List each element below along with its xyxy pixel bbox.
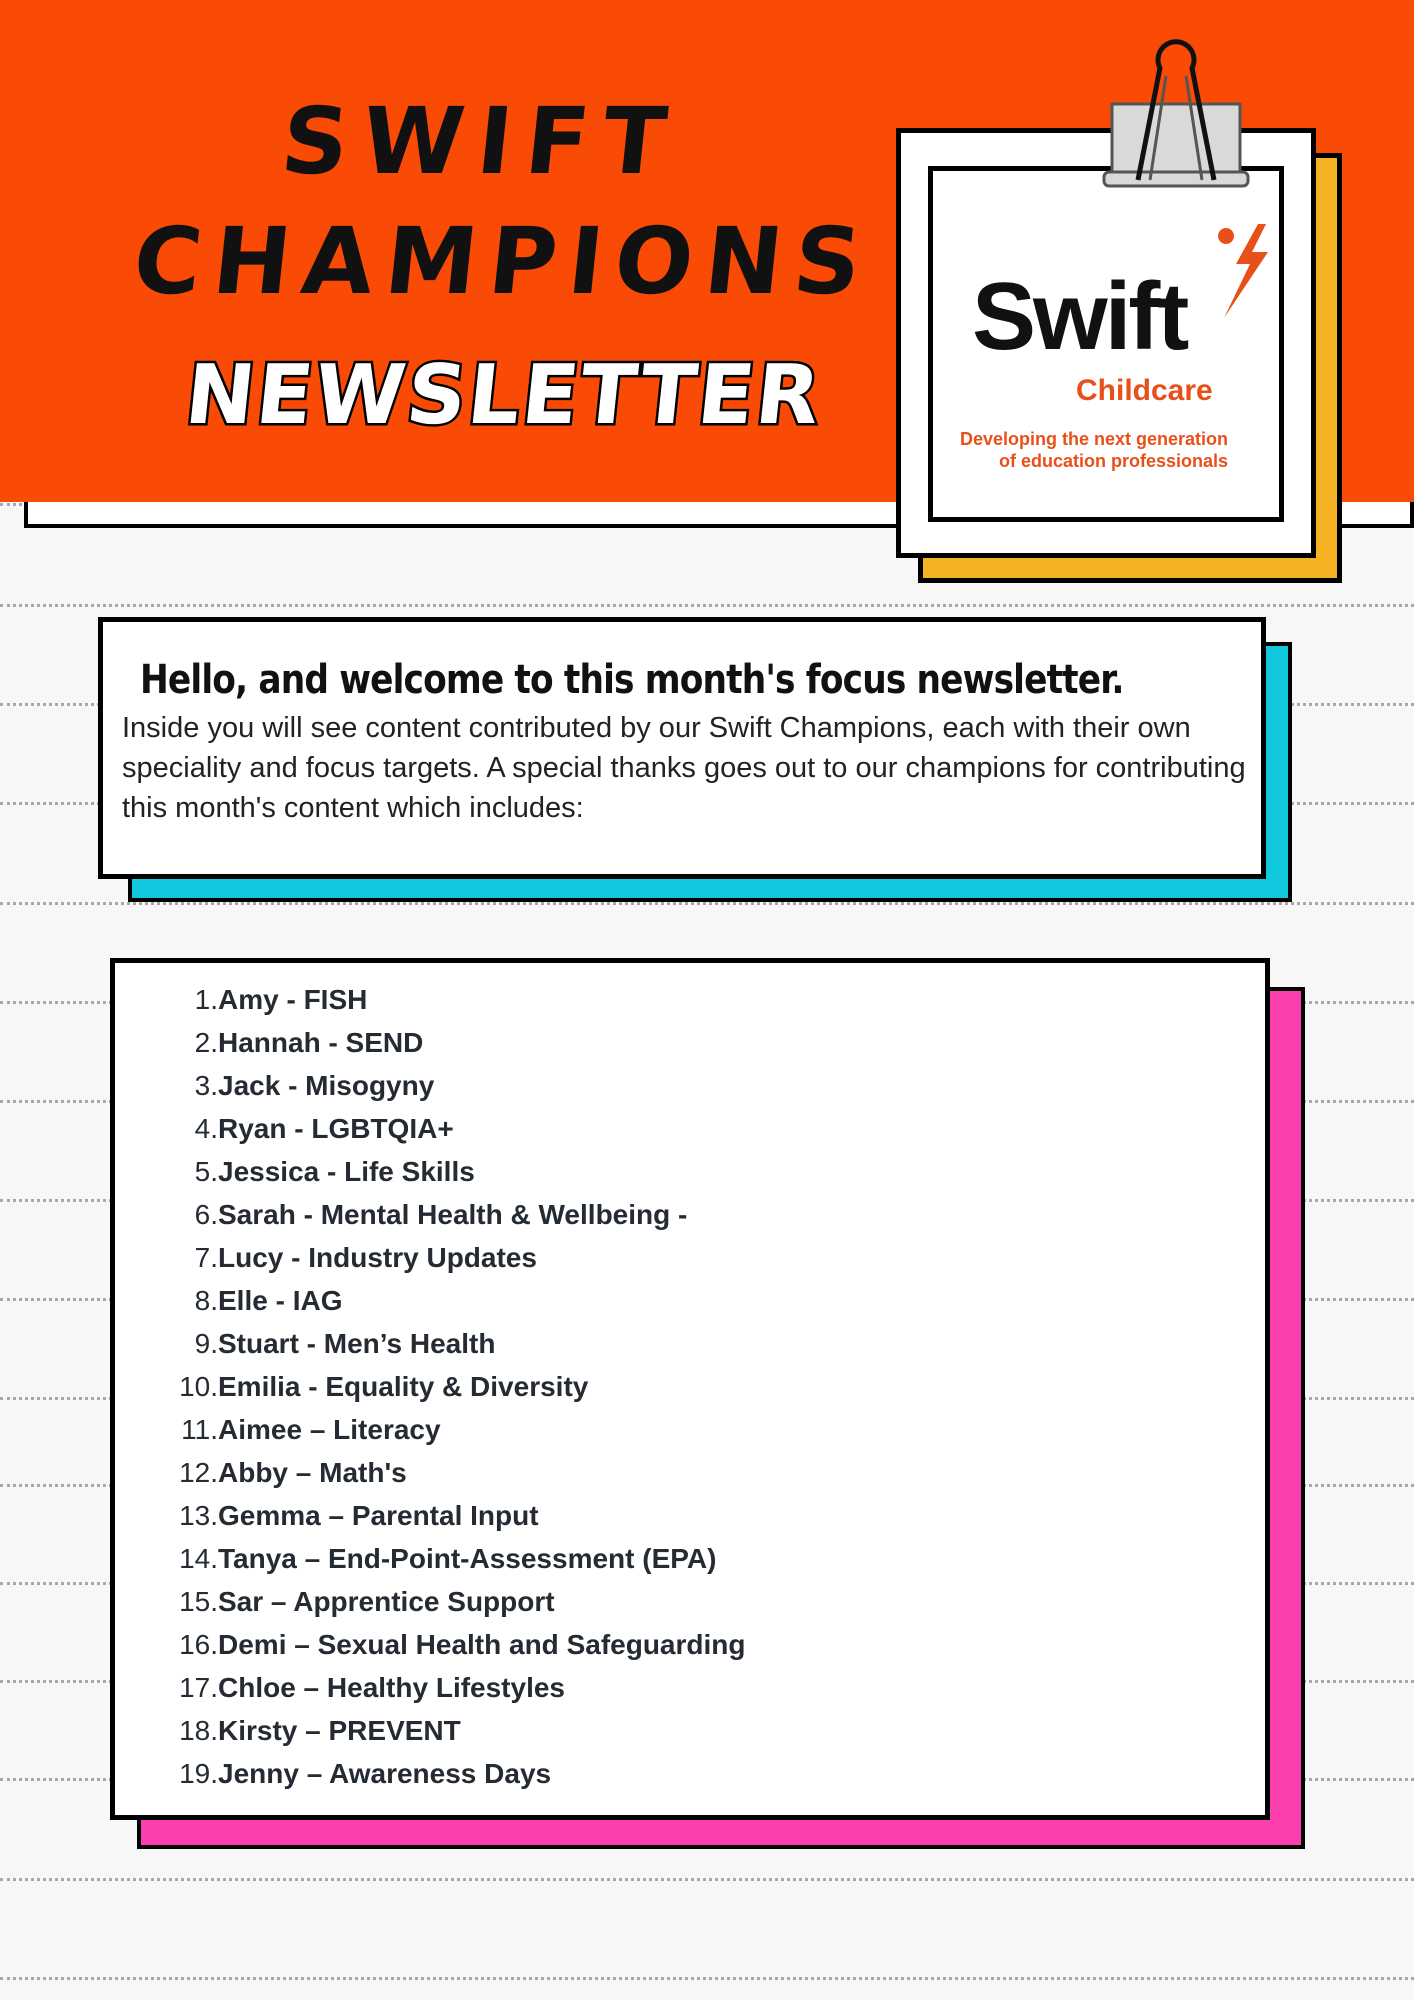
list-item-text: Ryan - LGBTQIA+ — [218, 1113, 454, 1144]
list-item-text: Elle - IAG — [218, 1285, 343, 1316]
list-item-text: Gemma – Parental Input — [218, 1500, 539, 1531]
list-item — [160, 1623, 745, 1666]
logo-subbrand: Childcare — [1076, 374, 1213, 407]
list-item — [160, 1193, 745, 1236]
list-item-text: Emilia - Equality & Diversity — [218, 1371, 589, 1402]
list-number: 7. — [194, 1242, 218, 1273]
list-number: 9. — [194, 1328, 218, 1359]
list-number: 5. — [194, 1156, 218, 1187]
list-item — [160, 1365, 745, 1408]
title-champions: CHAMPIONS — [128, 208, 879, 315]
list-number: 14. — [179, 1543, 218, 1574]
list-item — [160, 1064, 745, 1107]
list-item-text: Jessica - Life Skills — [218, 1156, 475, 1187]
list-item — [160, 1580, 745, 1623]
list-item-text: Chloe – Healthy Lifestyles — [218, 1672, 566, 1703]
ruled-line — [0, 1977, 1414, 1980]
list-item-text: Jenny – Awareness Days — [218, 1758, 552, 1789]
list-item — [160, 1021, 745, 1064]
logo-tagline-line: Developing the next generation — [959, 429, 1228, 449]
list-item — [160, 1107, 745, 1150]
list-item — [160, 1494, 745, 1537]
list-number: 3. — [194, 1070, 218, 1101]
list-number: 18. — [179, 1715, 218, 1746]
list-item — [160, 1236, 745, 1279]
list-item — [160, 1752, 745, 1795]
list-number: 8. — [194, 1285, 218, 1316]
list-item-text: Hannah - SEND — [218, 1027, 424, 1058]
list-item — [160, 1666, 745, 1709]
list-number: 17. — [179, 1672, 218, 1703]
ruled-line — [0, 604, 1414, 607]
list-item-text: Abby – Math's — [218, 1457, 407, 1488]
list-item-text: Tanya – End-Point-Assessment (EPA) — [218, 1543, 717, 1574]
logo-wordmark: Swift — [972, 263, 1187, 370]
list-item — [160, 1279, 745, 1322]
logo-tagline-line: of education professionals — [998, 451, 1228, 471]
welcome-body: Inside you will see content contributed by our Swift Champions, each with their own speciality and focus targets. A special thanks goes out to our champions for contributing this month's content which includes: — [122, 712, 1246, 824]
list-number: 15. — [179, 1586, 218, 1617]
list-item-text: Amy - FISH — [218, 984, 368, 1015]
welcome-heading: Hello, and welcome to this month's focus newsletter. — [140, 657, 1124, 703]
logo-tagline — [938, 428, 1228, 472]
list-number: 4. — [194, 1113, 218, 1144]
list-number: 1. — [194, 984, 218, 1015]
ruled-line — [0, 902, 1414, 905]
list-number: 12. — [179, 1457, 218, 1488]
title-newsletter: NEWSLETTER — [181, 348, 827, 443]
list-item-text: Kirsty – PREVENT — [218, 1715, 461, 1746]
list-item-text: Stuart - Men’s Health — [218, 1328, 496, 1359]
list-item — [160, 1150, 745, 1193]
list-item-text: Demi – Sexual Health and Safeguarding — [218, 1629, 746, 1660]
ruled-line — [0, 1878, 1414, 1881]
list-item-text: Aimee – Literacy — [218, 1414, 441, 1445]
list-item-text: Sarah - Mental Health & Wellbeing - — [218, 1199, 688, 1230]
list-number: 13. — [179, 1500, 218, 1531]
binder-clip-icon — [1098, 20, 1254, 190]
list-number: 19. — [179, 1758, 218, 1789]
list-number: 2. — [194, 1027, 218, 1058]
list-number: 10. — [179, 1371, 218, 1402]
list-item-text: Lucy - Industry Updates — [218, 1242, 537, 1273]
list-number: 16. — [179, 1629, 218, 1660]
title-swift: SWIFT — [276, 88, 686, 195]
list-number: 6. — [194, 1199, 218, 1230]
lightning-flash-icon — [1210, 222, 1270, 322]
list-item — [160, 978, 745, 1021]
list-item — [160, 1322, 745, 1365]
list-number: 11. — [181, 1414, 218, 1445]
champion-list — [160, 978, 745, 1795]
list-item-text: Jack - Misogyny — [218, 1070, 435, 1101]
list-item — [160, 1451, 745, 1494]
list-item-text: Sar – Apprentice Support — [218, 1586, 555, 1617]
list-item — [160, 1408, 745, 1451]
list-item — [160, 1709, 745, 1752]
list-item — [160, 1537, 745, 1580]
